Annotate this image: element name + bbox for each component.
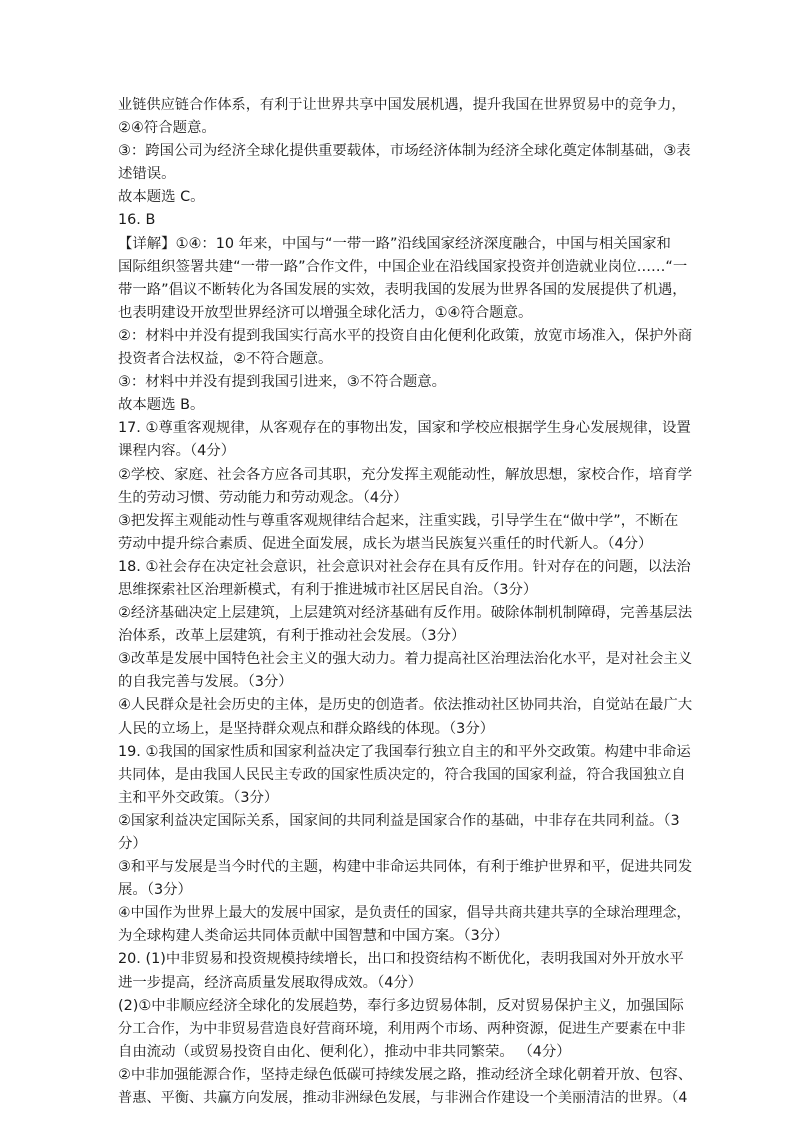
text-line: ②学校、家庭、社会各方应各司其职，充分发挥主观能动性，解放思想，家校合作，培育学 [118,466,693,483]
text-line: 投资者合法权益，②不符合题意。 [118,351,333,368]
text-line: 主和平外交政策。（3分） [118,789,279,806]
text-line: 业链供应链合作体系，有利于让世界共享中国发展机遇，提升我国在世界贸易中的竞争力， [118,97,686,113]
text-line: 生的劳动习惯、劳动能力和劳动观念。（4分） [118,489,408,506]
text-line: 【详解】①④：10 年来，中国与“一带一路”沿线国家经济深度融合，中国与相关国家和 [118,235,671,252]
text-line: ③和平与发展是当今时代的主题，构建中非命运共同体，有利于维护世界和平，促进共同发 [118,859,693,876]
text-line: ②④符合题意。 [118,120,216,137]
text-line: 国际组织签署共建“一带一路”合作文件，中国企业在沿线国家投资并创造就业岗位……“一 [118,258,688,275]
text-line: 故本题选 B。 [118,397,205,414]
text-line: 展。（3分） [118,882,192,899]
text-line: ③：材料中并没有提到我国引进来，③不符合题意。 [118,374,447,391]
text-line: ②：材料中并没有提到我国实行高水平的投资自由化便利化政策，放宽市场准入，保护外商 [118,327,693,344]
text-line: 分） [118,836,147,852]
text-line: 思维探索社区治理新模式，有利于推进城市社区居民自治。（3分） [118,581,538,598]
text-line: 故本题选 C。 [118,189,205,206]
text-line: 带一路”倡议不断转化为各国发展的实效，表明我国的发展为世界各国的发展提供了机遇， [118,281,687,298]
text-line: ④人民群众是社会历史的主体，是历史的创造者。依法推动社区协同共治，自觉站在最广大 [118,697,693,714]
text-line: ③改革是发展中国特色社会主义的强大动力。着力提高社区治理法治化水平，是对社会主义 [118,651,693,668]
text-line: 治体系，改革上层建筑，有利于推动社会发展。（3分） [118,628,466,645]
text-line: 也表明建设开放型世界经济可以增强全球化活力，①④符合题意。 [118,304,533,321]
text-line: 18. ①社会存在决定社会意识，社会意识对社会存在具有反作用。针对存在的问题，以法治 [118,558,691,575]
text-line: 述错误。 [118,166,176,183]
text-line: ②中非加强能源合作，坚持走绿色低碳可持续发展之路，推动经济全球化朝着开放、包容、 [118,1066,693,1083]
text-line: 进一步提高，经济高质量发展取得成效。（4分） [118,974,423,991]
text-line: 16. B [118,212,156,229]
text-line: 普惠、平衡、共赢方向发展，推动非洲绿色发展，与非洲合作建设一个美丽清洁的世界。（4 [118,1090,688,1107]
text-line: ②国家利益决定国际关系，国家间的共同利益是国家合作的基础，中非存在共同利益。（3 [118,812,680,829]
text-line: 分工合作，为中非贸易营造良好营商环境，利用两个市场、两种资源，促进生产要素在中非 [118,1020,686,1037]
text-line: 为全球构建人类命运共同体贡献中国智慧和中国方案。（3分） [118,928,509,945]
text-line: ②经济基础决定上层建筑，上层建筑对经济基础有反作用。破除体制机制障碍，完善基层法 [118,605,693,622]
answer-text-body [118,94,692,1110]
text-line: 课程内容。（4分） [118,443,236,460]
text-line: 17. ①尊重客观规律，从客观存在的事物出发，国家和学校应根据学生身心发展规律，设置 [118,420,691,437]
text-line: (2)①中非顺应经济全球化的发展趋势，奉行多边贸易体制，反对贸易保护主义，加强国际 [118,997,684,1014]
text-line: 劳动中提升综合素质、促进全面发展，成长为堪当民族复兴重任的时代新人。（4分） [118,535,653,552]
text-line: 自由流动（或贸易投资自由化、便利化），推动中非共同繁荣。 （4分） [118,1043,571,1060]
text-line: 人民的立场上，是坚持群众观点和群众路线的体现。（3分） [118,720,495,737]
text-line: ③：跨国公司为经济全球化提供重要载体，市场经济体制为经济全球化奠定体制基础，③表 [118,143,691,160]
text-line: ③把发挥主观能动性与尊重客观规律结合起来，注重实践，引导学生在“做中学”，不断在 [118,512,679,529]
text-line: 的自我完善与发展。（3分） [118,674,293,691]
text-line: 19. ①我国的国家性质和国家利益决定了我国奉行独立自主的和平外交政策。构建中非命运 [118,743,691,760]
text-line: ④中国作为世界上最大的发展中国家，是负责任的国家，倡导共商共建共享的全球治理理念， [118,905,691,922]
text-line: 20. (1)中非贸易和投资规模持续增长，出口和投资结构不断优化，表明我国对外开放水平 [118,951,684,968]
text-line: 共同体，是由我国人民民主专政的国家性质决定的，符合我国的国家利益，符合我国独立自 [118,766,686,783]
